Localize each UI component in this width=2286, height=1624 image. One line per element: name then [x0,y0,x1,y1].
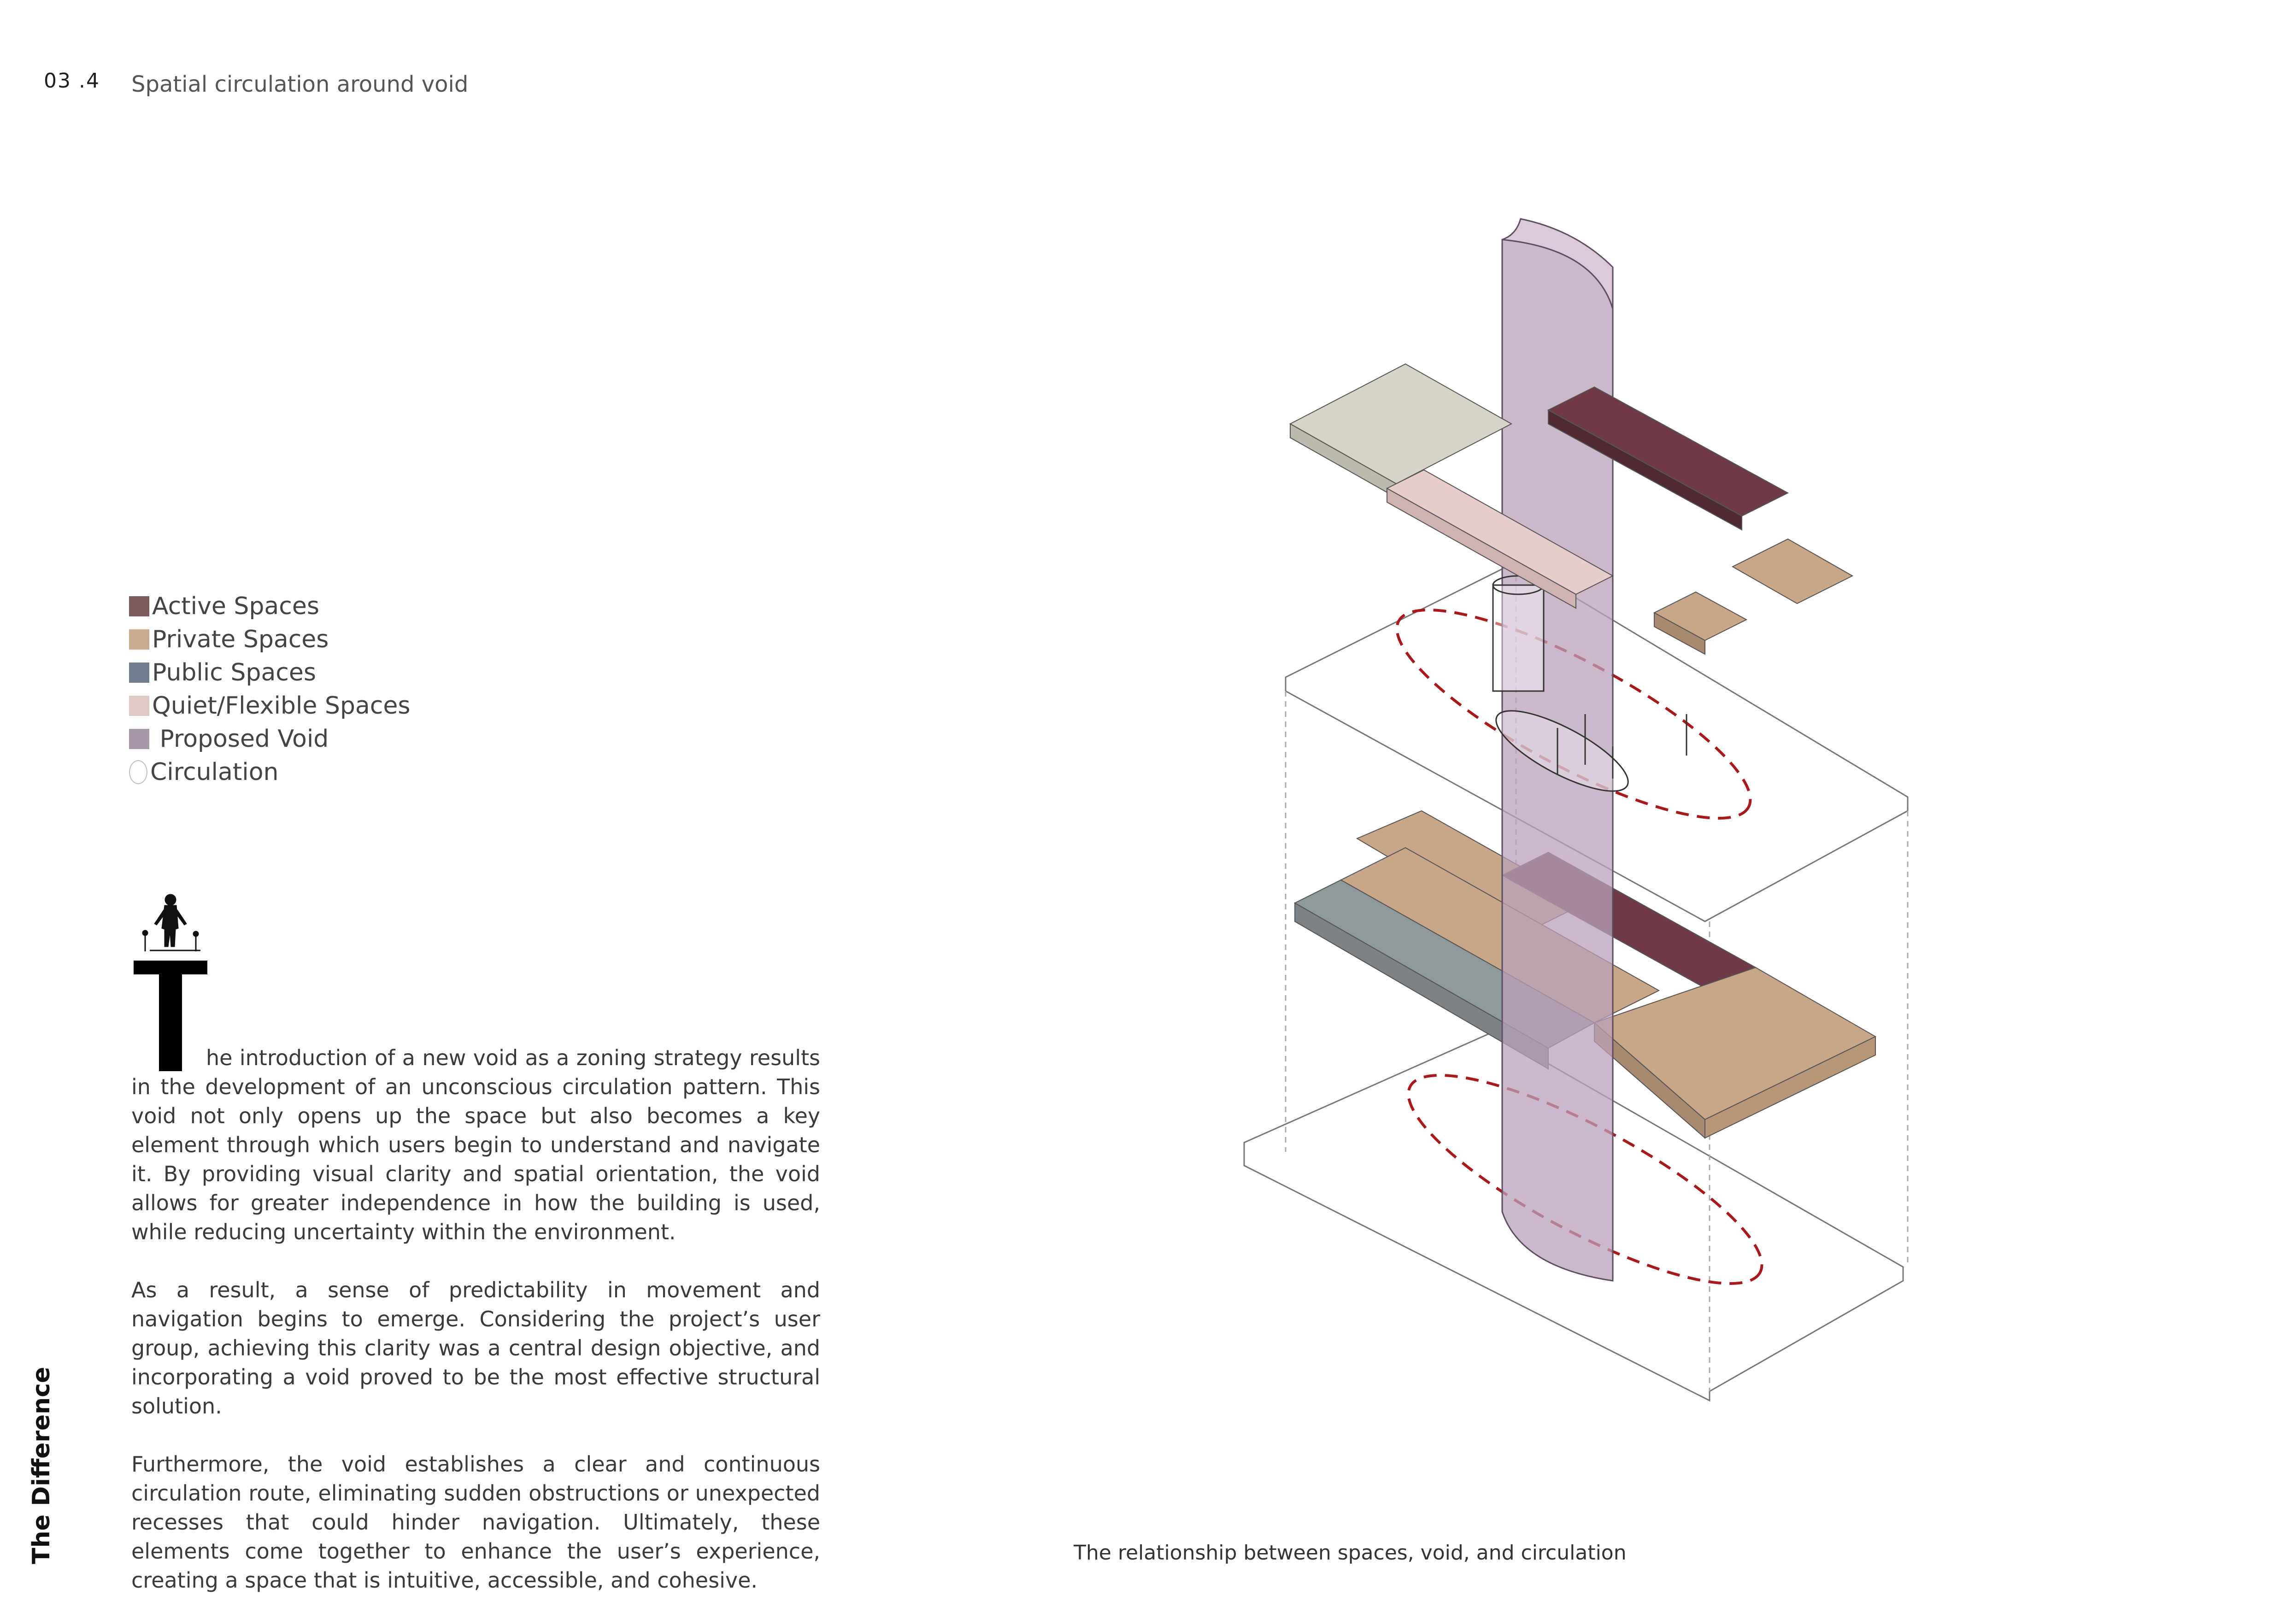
body-paragraph-2: As a result, a sense of predictability in movement and navigation begins to emerge. Considering the project’s user group, achieving this clarity was a central design objective, and incorporating a void proved to be the most effective structural solution. [131,1278,820,1419]
body-paragraph-1: he introduction of a new void as a zoning strategy results in the development of an unconscious circulation pattern. This void not only opens up the space but also becomes a key element through which users begin to understand and navigate it. By providing visual clarity and spatial orientation, the void allows for greater independence in how the building is used, while reducing uncertainty within the environment. [131,1045,820,1244]
legend-swatch-quiet [129,696,149,716]
section-title: Spatial circulation around void [131,71,469,97]
legend-item-void [129,722,498,756]
legend-item-circulation [129,756,498,789]
legend [129,590,498,789]
legend-label-void: Proposed Void [152,725,329,753]
circulation-circle-icon [129,760,147,784]
legend-swatch-private [129,629,149,650]
diagram-caption: The relationship between spaces, void, and circulation [1074,1541,1627,1565]
legend-swatch-public [129,662,149,683]
lift-shaft [1493,585,1544,691]
legend-swatch-active [129,596,149,616]
legend-label-active: Active Spaces [152,592,319,620]
private-volume-upper-right [1733,539,1852,604]
legend-label-public: Public Spaces [152,659,316,686]
axonometric-diagram [1198,193,1935,1428]
legend-label-private: Private Spaces [152,626,329,653]
legend-item-active [129,590,498,623]
section-number: 03 .4 [44,69,100,93]
side-label: The Difference [28,1366,55,1564]
legend-swatch-void [129,729,149,749]
legend-label-circulation: Circulation [150,758,279,786]
legend-item-private [129,623,498,656]
neutral-volume [1290,364,1511,484]
body-paragraph-3: Furthermore, the void establishes a clear and continuous circulation route, eliminating sudden obstructions or unexpected recesses that could hinder navigation. Ultimately, these elements come together to enhance the user’s experience, creating a space that is intuitive, accessible, and cohesive. [131,1452,820,1593]
person-silhouette-icon [142,894,200,951]
legend-item-quiet [129,689,498,722]
legend-item-public [129,656,498,689]
body-text [131,1044,820,1624]
legend-label-quiet: Quiet/Flexible Spaces [152,692,411,720]
